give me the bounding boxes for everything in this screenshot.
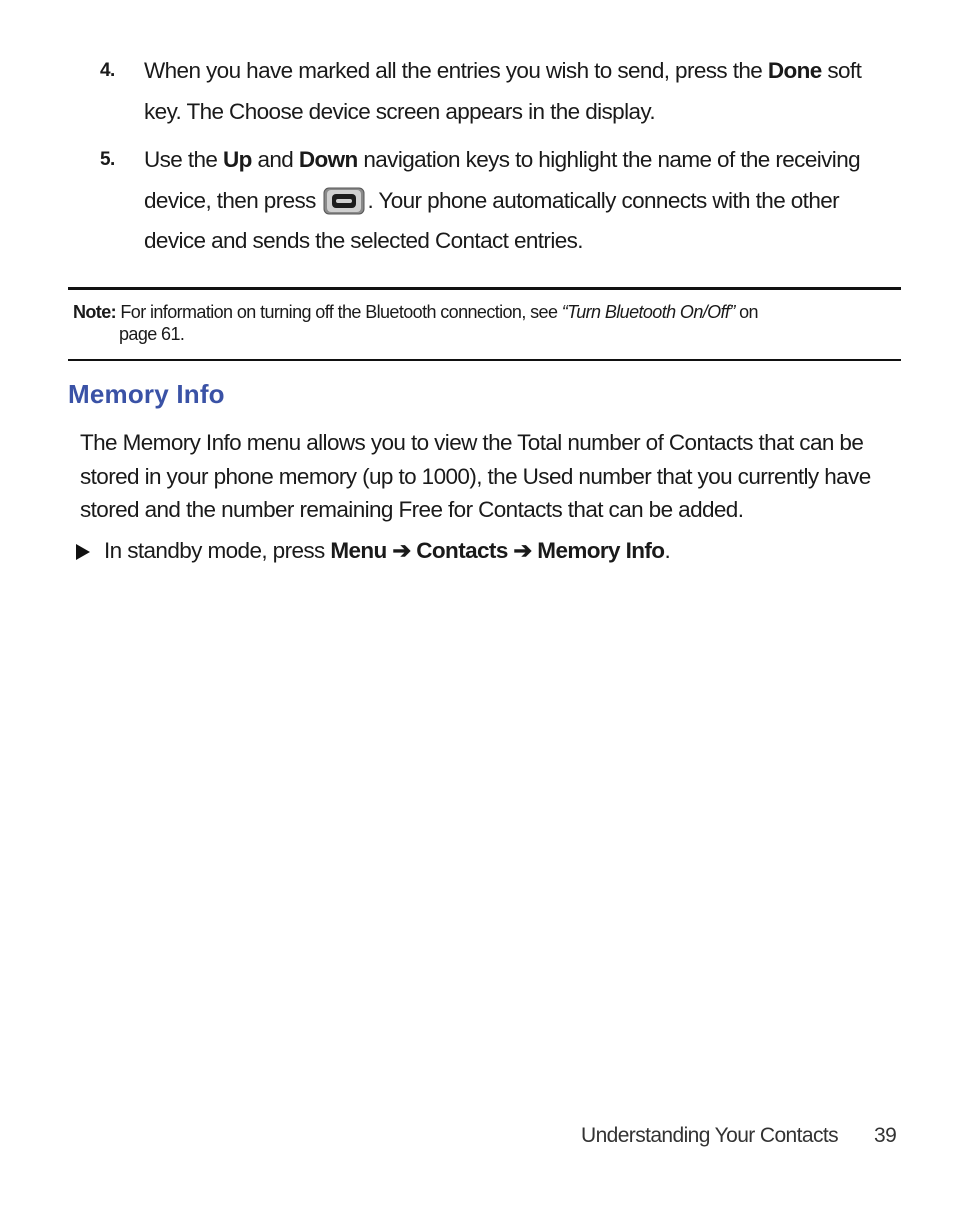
footer-page-number: 39 (874, 1124, 897, 1147)
step-text: and (251, 147, 299, 172)
ok-key-icon (323, 187, 365, 215)
note-text: For information on turning off the Bluetooth connection, see (116, 302, 562, 322)
step-text: device and sends the selected Contact entries. (144, 228, 583, 253)
bullet-text: . (664, 538, 671, 563)
note-box (73, 301, 873, 345)
step-text: device, then press (144, 187, 322, 213)
paragraph-line: stored in your phone memory (up to 1000), the Used number that you currently have (80, 463, 871, 489)
note-top-rule (68, 287, 901, 290)
bullet-triangle-icon (76, 544, 90, 560)
menu-label: Menu (330, 538, 387, 563)
step-number: 5. (100, 149, 115, 170)
up-key-label: Up (223, 147, 252, 172)
note-bottom-rule (68, 359, 901, 361)
step-text: soft (821, 58, 862, 83)
step-text: When you have marked all the entries you wish to send, press the (144, 58, 768, 83)
step-5 (100, 140, 900, 262)
note-cross-reference: “Turn Bluetooth On/Off” (561, 302, 735, 322)
paragraph-line: The Memory Info menu allows you to view the Total number of Contacts that can be (80, 430, 864, 455)
note-text: on (734, 302, 758, 322)
contacts-label: Contacts (416, 538, 508, 563)
step-number: 4. (100, 60, 115, 81)
instruction-bullet (76, 534, 896, 568)
step-4 (100, 51, 900, 132)
done-key-label: Done (767, 58, 822, 83)
section-heading: Memory Info (68, 379, 225, 409)
note-text: page 61. (119, 324, 185, 344)
step-text: key. The Choose device screen appears in the display. (144, 98, 656, 124)
step-text: . Your phone automatically connects with the other (367, 187, 840, 213)
step-text: Use the (144, 147, 223, 172)
footer-chapter: Understanding Your Contacts (581, 1124, 838, 1147)
section-paragraph (80, 426, 910, 527)
bullet-text: In standby mode, press (104, 538, 331, 563)
arrow-icon: ➔ (507, 538, 538, 563)
step-text: navigation keys to highlight the name of the receiving (357, 147, 861, 172)
arrow-icon: ➔ (386, 538, 417, 563)
note-label: Note: (73, 302, 116, 322)
paragraph-line: stored and the number remaining Free for Contacts that can be added. (80, 497, 744, 522)
memory-info-label: Memory Info (537, 538, 665, 563)
down-key-label: Down (298, 147, 358, 172)
